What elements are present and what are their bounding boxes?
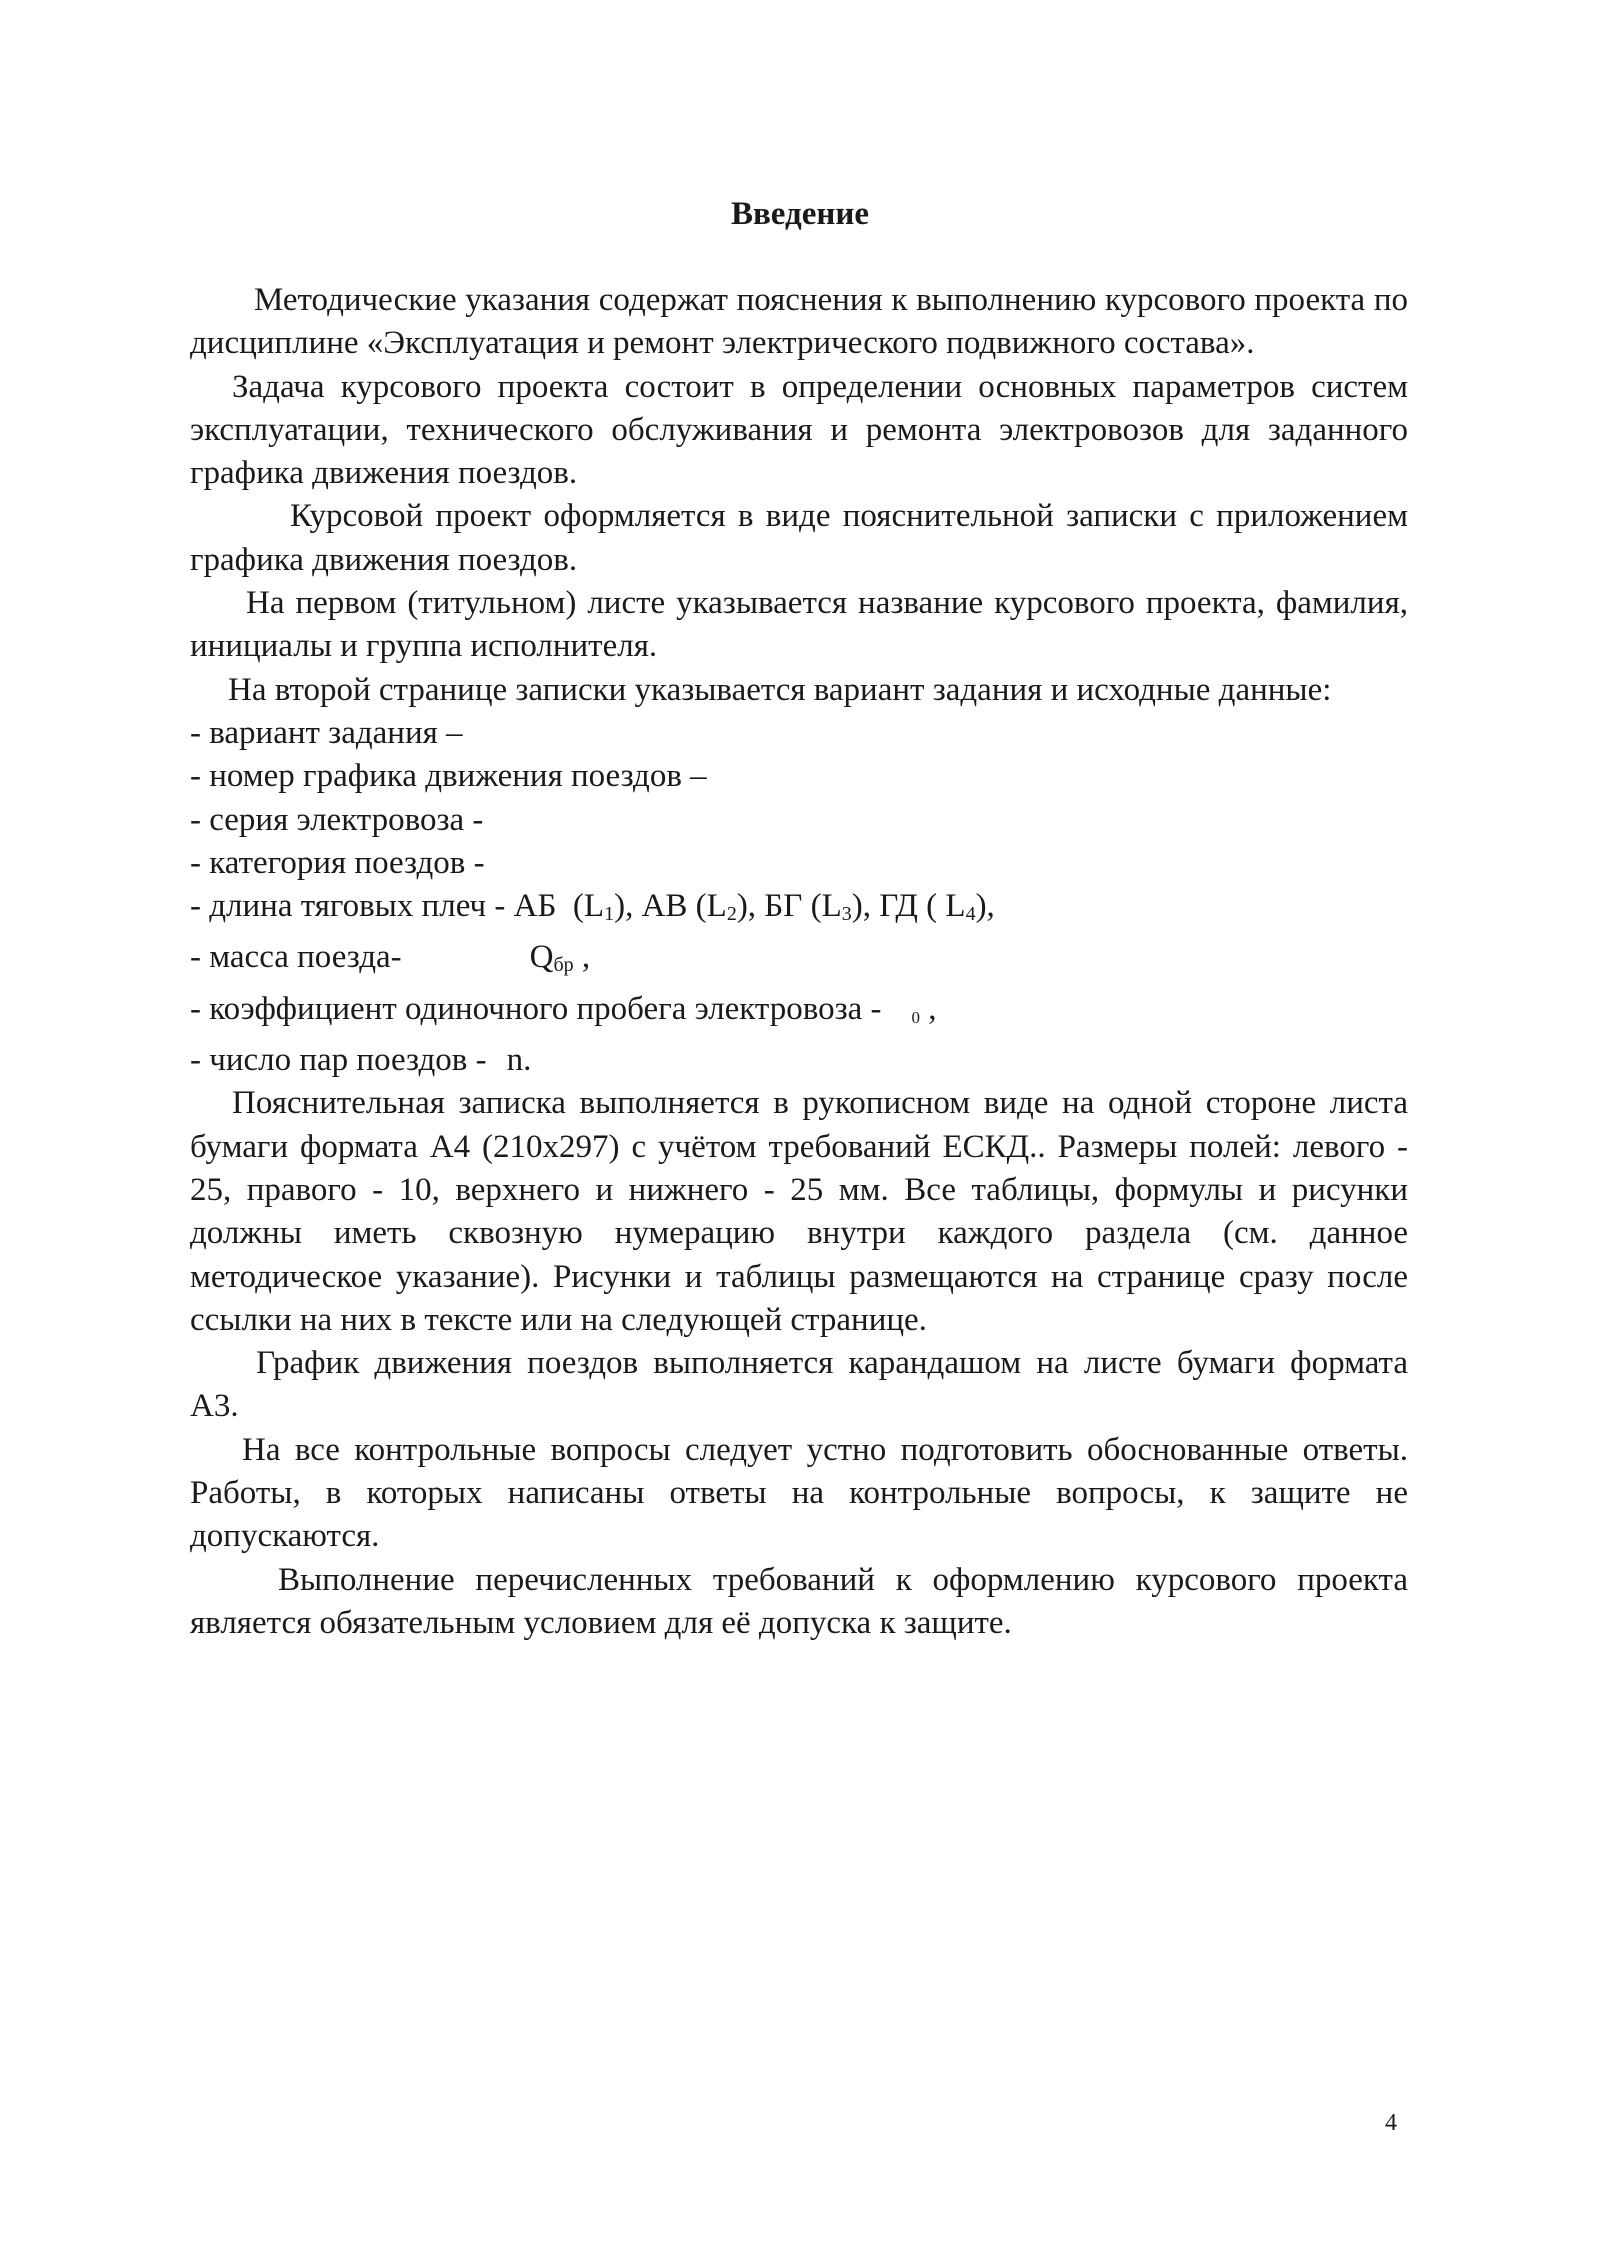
arm-lengths-text: ), [975,888,995,925]
paragraph-admission: Выполнение перечисленных требований к оформлению курсового проекта является обязательным условием для её допуска к защите. [190,1561,1408,1641]
list-item-single-run-coefficient [190,988,1408,1039]
section-heading: Введение [730,196,870,232]
subscript-l1: 1 [604,903,615,926]
subscript-l3: 3 [841,903,852,926]
paragraph-second-page: На второй странице записки указывается вариант задания и исходные данные: [228,671,1332,708]
paragraph-note-requirements: Пояснительная записка выполняется в рукописном виде на одной стороне листа бумаги формата А4 (210х297) с учётом требований ЕСКД.. Размеры полей: левого - 25, правого - 10, верхнего и нижнего - 25 мм. Все таблицы, формулы и рисунки должны иметь сквозную нумерацию внутри каждого раздела (см. данное методическое указание). Рисунки и таблицы размещаются на странице сразу после ссылки на них в тексте или на следующей странице. [190,1085,1408,1338]
paragraph-task: Задача курсового проекта состоит в определении основных параметров систем эксплуатации, технического обслуживания и ремонта электровозов для заданного графика движения поездов. [190,368,1408,492]
paragraph-title-sheet: На первом (титульном) листе указывается название курсового проекта, фамилия, инициалы и группа исполнителя. [190,585,1408,665]
list-item-train-pairs [190,1039,1408,1082]
train-pairs-symbol: n. [506,1042,532,1079]
subscript-l2: 2 [726,903,737,926]
list-item-schedule: - номер графика движения поездов – [190,758,707,795]
coefficient-subscript: 0 [911,1007,921,1027]
train-pairs-label: - число пар поездов - [190,1042,487,1079]
train-mass-suffix: , [573,939,591,976]
paragraph-intro: Методические указания содержат пояснения к выполнению курсового проекта по дисциплине «Эксплуатация и ремонт электрического подвижного состава». [190,282,1408,362]
arm-lengths-text: ), ГД ( L [851,888,966,925]
page-number: 4 [1385,2110,1397,2136]
paragraph-schedule-drawing: График движения поездов выполняется карандашом на листе бумаги формата А3. [190,1345,1408,1425]
list-item-variant: - вариант задания – [190,714,463,751]
train-mass-subscript: бр [553,954,574,977]
arm-lengths-text: - длина тяговых плеч - АБ (L [190,888,605,925]
list-item-train-mass [190,936,1408,987]
subscript-l4: 4 [965,903,976,926]
paragraph-control-questions: На все контрольные вопросы следует устно подготовить обоснованные ответы. Работы, в которых написаны ответы на контрольные вопросы, к защите не допускаются. [190,1431,1408,1555]
list-item-locomotive-series: - серия электровоза - [190,801,484,838]
list-item-arm-lengths [190,885,1408,936]
body-text [190,279,1408,1645]
coefficient-label: - коэффициент одиночного пробега электровоза - [190,990,882,1027]
arm-lengths-text: ), БГ (L [736,888,842,925]
arm-lengths-text: ), АВ (L [614,888,727,925]
list-item-train-category: - категория поездов - [190,844,485,881]
train-mass-symbol: Q [529,939,554,976]
paragraph-format: Курсовой проект оформляется в виде пояснительной записки с приложением графика движения поездов. [190,498,1408,578]
coefficient-suffix: , [920,990,937,1027]
train-mass-label: - масса поезда- [190,939,402,976]
